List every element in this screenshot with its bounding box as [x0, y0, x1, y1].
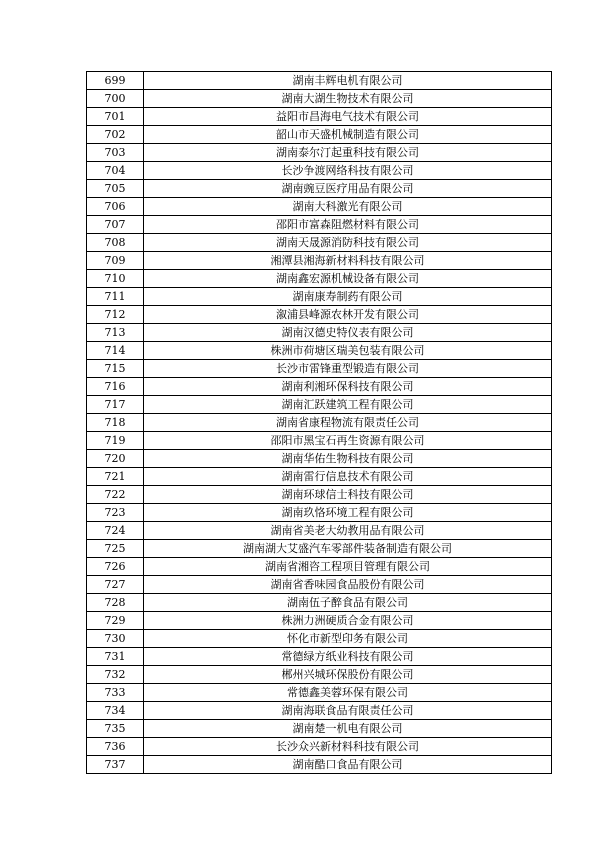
- table-row: [87, 576, 552, 594]
- table-row: [87, 432, 552, 450]
- row-number: 736: [87, 738, 144, 756]
- company-name: 湖南湖大艾盛汽车零部件装备制造有限公司: [144, 540, 552, 558]
- company-name: 湖南泰尔汀起重科技有限公司: [144, 144, 552, 162]
- company-name: 益阳市昌海电气技术有限公司: [144, 108, 552, 126]
- row-number: 722: [87, 486, 144, 504]
- row-number: 730: [87, 630, 144, 648]
- company-name: 株洲市荷塘区瑞美包装有限公司: [144, 342, 552, 360]
- row-number: 701: [87, 108, 144, 126]
- company-name: 邵阳市黑宝石再生资源有限公司: [144, 432, 552, 450]
- table-row: [87, 324, 552, 342]
- row-number: 708: [87, 234, 144, 252]
- company-name: 常德鑫美蓉环保有限公司: [144, 684, 552, 702]
- row-number: 711: [87, 288, 144, 306]
- row-number: 726: [87, 558, 144, 576]
- company-name: 韶山市天盛机械制造有限公司: [144, 126, 552, 144]
- table-row: [87, 738, 552, 756]
- company-name: 常德绿方纸业科技有限公司: [144, 648, 552, 666]
- table-row: [87, 72, 552, 90]
- row-number: 721: [87, 468, 144, 486]
- company-name: 湖南天晟源消防科技有限公司: [144, 234, 552, 252]
- company-name: 邵阳市富森阻燃材料有限公司: [144, 216, 552, 234]
- company-name: 湖南海联食品有限责任公司: [144, 702, 552, 720]
- company-name: 长沙市雷锋重型锻造有限公司: [144, 360, 552, 378]
- row-number: 712: [87, 306, 144, 324]
- table-row: [87, 252, 552, 270]
- table-row: [87, 522, 552, 540]
- company-name: 湖南省香味园食品股份有限公司: [144, 576, 552, 594]
- row-number: 737: [87, 756, 144, 774]
- company-list-table: [86, 71, 552, 774]
- table-row: [87, 612, 552, 630]
- table-row: [87, 396, 552, 414]
- company-name: 湖南省康程物流有限责任公司: [144, 414, 552, 432]
- row-number: 732: [87, 666, 144, 684]
- table-row: [87, 414, 552, 432]
- row-number: 731: [87, 648, 144, 666]
- table-row: [87, 540, 552, 558]
- table-row: [87, 450, 552, 468]
- table-row: [87, 684, 552, 702]
- company-name: 湖南大科激光有限公司: [144, 198, 552, 216]
- table-row: [87, 90, 552, 108]
- table-row: [87, 360, 552, 378]
- row-number: 724: [87, 522, 144, 540]
- row-number: 728: [87, 594, 144, 612]
- table-row: [87, 720, 552, 738]
- table-row: [87, 702, 552, 720]
- company-name: 湖南汉德史特仪表有限公司: [144, 324, 552, 342]
- table-row: [87, 648, 552, 666]
- company-name: 湖南酷口食品有限公司: [144, 756, 552, 774]
- company-name: 长沙争渡网络科技有限公司: [144, 162, 552, 180]
- row-number: 723: [87, 504, 144, 522]
- company-name: 湖南汇跃建筑工程有限公司: [144, 396, 552, 414]
- table-row: [87, 378, 552, 396]
- company-name: 湖南大湖生物技术有限公司: [144, 90, 552, 108]
- row-number: 735: [87, 720, 144, 738]
- row-number: 715: [87, 360, 144, 378]
- row-number: 699: [87, 72, 144, 90]
- table-row: [87, 180, 552, 198]
- table-row: [87, 306, 552, 324]
- row-number: 707: [87, 216, 144, 234]
- row-number: 713: [87, 324, 144, 342]
- company-name: 湖南豌豆医疗用品有限公司: [144, 180, 552, 198]
- table-row: [87, 630, 552, 648]
- table-row: [87, 342, 552, 360]
- table-row: [87, 270, 552, 288]
- row-number: 720: [87, 450, 144, 468]
- company-name: 湖南环球信士科技有限公司: [144, 486, 552, 504]
- table-row: [87, 468, 552, 486]
- table-row: [87, 126, 552, 144]
- table-row: [87, 558, 552, 576]
- row-number: 702: [87, 126, 144, 144]
- row-number: 733: [87, 684, 144, 702]
- company-name: 湖南丰辉电机有限公司: [144, 72, 552, 90]
- company-name: 长沙众兴新材料科技有限公司: [144, 738, 552, 756]
- company-name: 湘潭县湘海新材料科技有限公司: [144, 252, 552, 270]
- company-name: 湖南雷行信息技术有限公司: [144, 468, 552, 486]
- row-number: 714: [87, 342, 144, 360]
- row-number: 718: [87, 414, 144, 432]
- row-number: 706: [87, 198, 144, 216]
- company-name: 湖南玖恪环境工程有限公司: [144, 504, 552, 522]
- row-number: 709: [87, 252, 144, 270]
- row-number: 727: [87, 576, 144, 594]
- row-number: 734: [87, 702, 144, 720]
- company-name: 湖南康寿制药有限公司: [144, 288, 552, 306]
- company-name: 怀化市新型印务有限公司: [144, 630, 552, 648]
- row-number: 710: [87, 270, 144, 288]
- table-row: [87, 504, 552, 522]
- table-row: [87, 756, 552, 774]
- table-row: [87, 198, 552, 216]
- company-name: 湖南伍子醉食品有限公司: [144, 594, 552, 612]
- row-number: 703: [87, 144, 144, 162]
- table-row: [87, 108, 552, 126]
- table-row: [87, 144, 552, 162]
- company-name: 湖南省湘咨工程项目管理有限公司: [144, 558, 552, 576]
- table-row: [87, 666, 552, 684]
- row-number: 716: [87, 378, 144, 396]
- table-row: [87, 234, 552, 252]
- row-number: 700: [87, 90, 144, 108]
- table-row: [87, 288, 552, 306]
- company-name: 湖南楚一机电有限公司: [144, 720, 552, 738]
- table-row: [87, 162, 552, 180]
- company-name: 湖南鑫宏源机械设备有限公司: [144, 270, 552, 288]
- company-name: 湖南华佑生物科技有限公司: [144, 450, 552, 468]
- table-row: [87, 594, 552, 612]
- row-number: 725: [87, 540, 144, 558]
- table-row: [87, 216, 552, 234]
- company-name: 湖南省美老大幼教用品有限公司: [144, 522, 552, 540]
- company-name: 郴州兴城环保股份有限公司: [144, 666, 552, 684]
- row-number: 704: [87, 162, 144, 180]
- row-number: 717: [87, 396, 144, 414]
- row-number: 719: [87, 432, 144, 450]
- company-name: 湖南利湘环保科技有限公司: [144, 378, 552, 396]
- row-number: 729: [87, 612, 144, 630]
- company-name: 株洲力洲硬质合金有限公司: [144, 612, 552, 630]
- table-body: [87, 72, 552, 774]
- row-number: 705: [87, 180, 144, 198]
- table-row: [87, 486, 552, 504]
- company-name: 溆浦县峰源农林开发有限公司: [144, 306, 552, 324]
